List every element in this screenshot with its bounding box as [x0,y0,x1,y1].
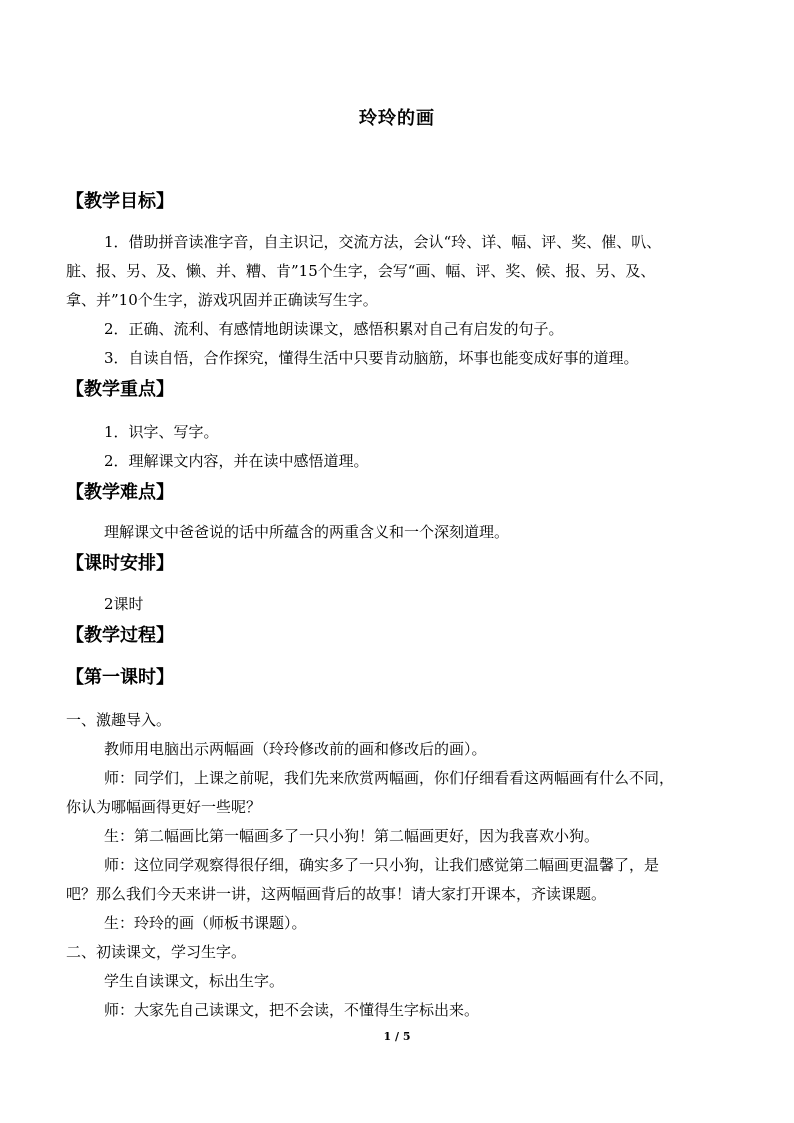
heading-schedule: 【课时安排】 [66,553,174,574]
heading-difficulties: 【教学难点】 [66,482,174,503]
paragraph-2-line-2: 你认为哪幅画得更好一些呢？ [66,798,262,816]
paragraph-3: 生：第二幅画比第一幅画多了一只小狗！第二幅画更好，因为我喜欢小狗。 [104,827,600,845]
heading-lesson-1: 【第一课时】 [66,667,174,688]
difficulty-1: 理解课文中爸爸说的话中所蕴含的两重含义和一个深刻道理。 [104,523,510,541]
part-2-title: 二、初读课文，学习生字。 [66,943,247,961]
heading-teaching-goals: 【教学目标】 [66,191,174,212]
key-point-1: 1．识字、写字。 [104,423,219,441]
key-point-2: 2．理解课文内容，并在读中感悟道理。 [104,452,369,470]
goal-1-line-2: 脏、报、另、及、懒、并、糟、肯”15个生字，会写“画、幅、评、奖、候、报、另、及、 [66,262,656,280]
paragraph-6: 学生自读课文，标出生字。 [104,972,285,990]
paragraph-7: 师：大家先自己读课文，把不会读，不懂得生字标出来。 [104,1001,480,1019]
goal-2: 2．正确、流利、有感情地朗读课文，感悟积累对自己有启发的句子。 [104,320,564,338]
schedule-text: 2课时 [104,595,144,613]
paragraph-1: 教师用电脑出示两幅画（玲玲修改前的画和修改后的画）。 [104,740,487,758]
paragraph-2-line-1: 师：同学们，上课之前呢，我们先来欣赏两幅画，你们仔细看看这两幅画有什么不同， [104,769,675,787]
heading-process: 【教学过程】 [66,625,174,646]
goal-1-line-1: 1．借助拼音读准字音，自主识记，交流方法，会认“玲、详、幅、评、奖、催、叭、 [104,233,662,251]
paragraph-5: 生：玲玲的画（师板书课题）。 [104,914,307,932]
part-1-title: 一、激趣导入。 [66,711,172,729]
page-title: 玲玲的画 [359,108,435,129]
goal-1-line-3: 拿、并”10个生字，游戏巩固并正确读写生字。 [66,291,378,309]
paragraph-4-line-2: 吧？那么我们今天来讲一讲，这两幅画背后的故事！请大家打开课本，齐读课题。 [66,885,607,903]
page-number: 1 / 5 [383,1030,411,1043]
goal-3: 3．自读自悟，合作探究，懂得生活中只要肯动脑筋，坏事也能变成好事的道理。 [104,349,639,367]
heading-key-points: 【教学重点】 [66,379,174,400]
paragraph-4-line-1: 师：这位同学观察得很仔细，确实多了一只小狗，让我们感觉第二幅画更温馨了，是 [104,856,660,874]
